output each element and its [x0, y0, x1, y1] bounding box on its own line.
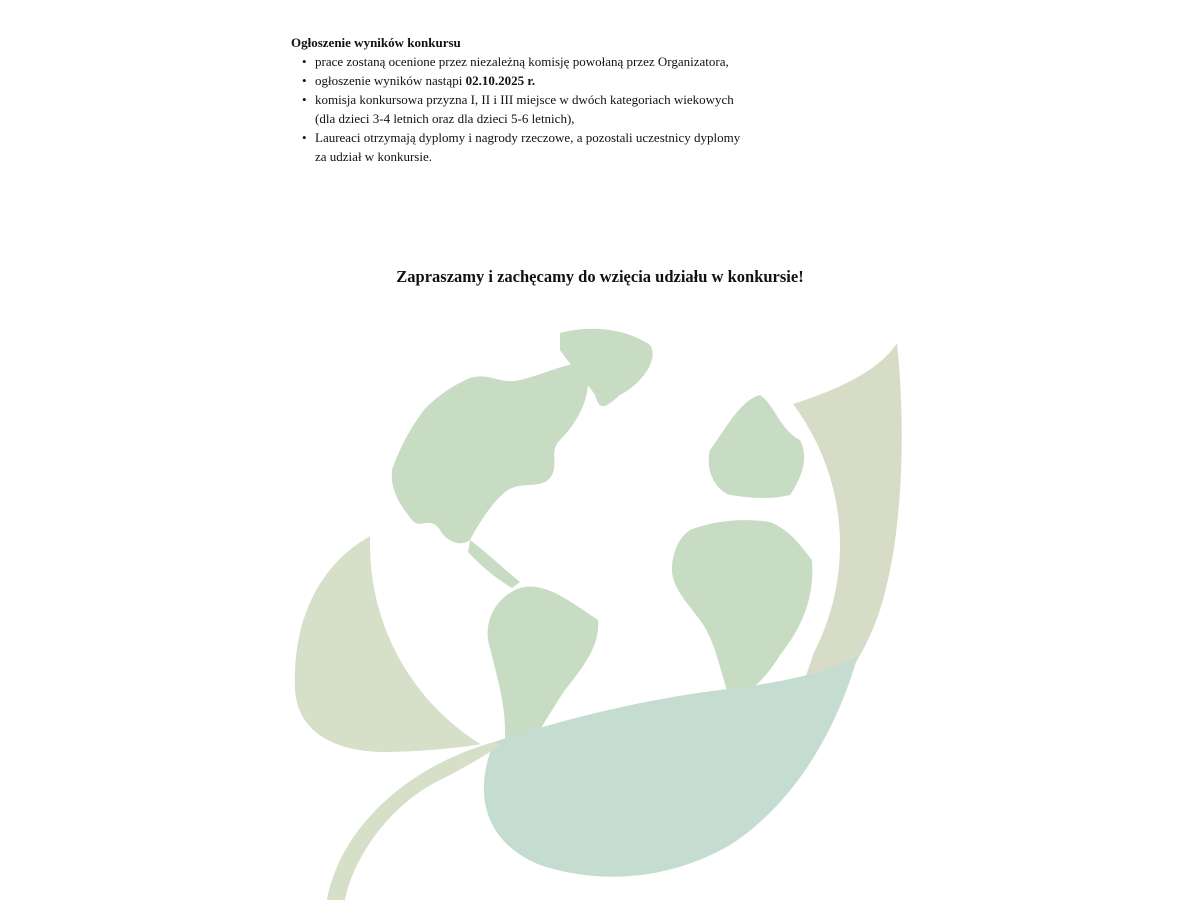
list-item-line: (dla dzieci 3-4 letnich oraz dla dzieci 5-6 letnich), [315, 111, 575, 126]
list-item-text: ogłoszenie wyników nastąpi [315, 73, 466, 88]
bullet-icon: • [302, 73, 307, 88]
bullet-icon: • [302, 54, 307, 69]
list-item-line: za udział w konkursie. [315, 149, 432, 164]
results-date: 02.10.2025 r. [465, 73, 536, 88]
bullet-icon: • [302, 130, 307, 145]
list-item [291, 90, 811, 128]
list-item [291, 128, 811, 166]
earth-globe-illustration [0, 300, 1200, 900]
section-heading: Ogłoszenie wyników konkursu [291, 35, 461, 50]
leaf-stem-shape [327, 742, 500, 900]
list-item-line: komisja konkursowa przyzna I, II i III miejsce w dwóch kategoriach wiekowych [315, 92, 734, 107]
list-item-line: Laureaci otrzymają dyplomy i nagrody rzeczowe, a pozostali uczestnicy dyplomy [315, 130, 741, 145]
announcement-list [291, 52, 811, 166]
list-item [291, 71, 811, 90]
results-announcement-section [291, 34, 811, 166]
invitation-text: Zapraszamy i zachęcamy do wzięcia udziału w konkursie! [396, 267, 804, 286]
bullet-icon: • [302, 92, 307, 107]
list-item-text: prace zostaną ocenione przez niezależną komisję powołaną przez Organizatora, [315, 54, 729, 69]
list-item [291, 52, 811, 71]
